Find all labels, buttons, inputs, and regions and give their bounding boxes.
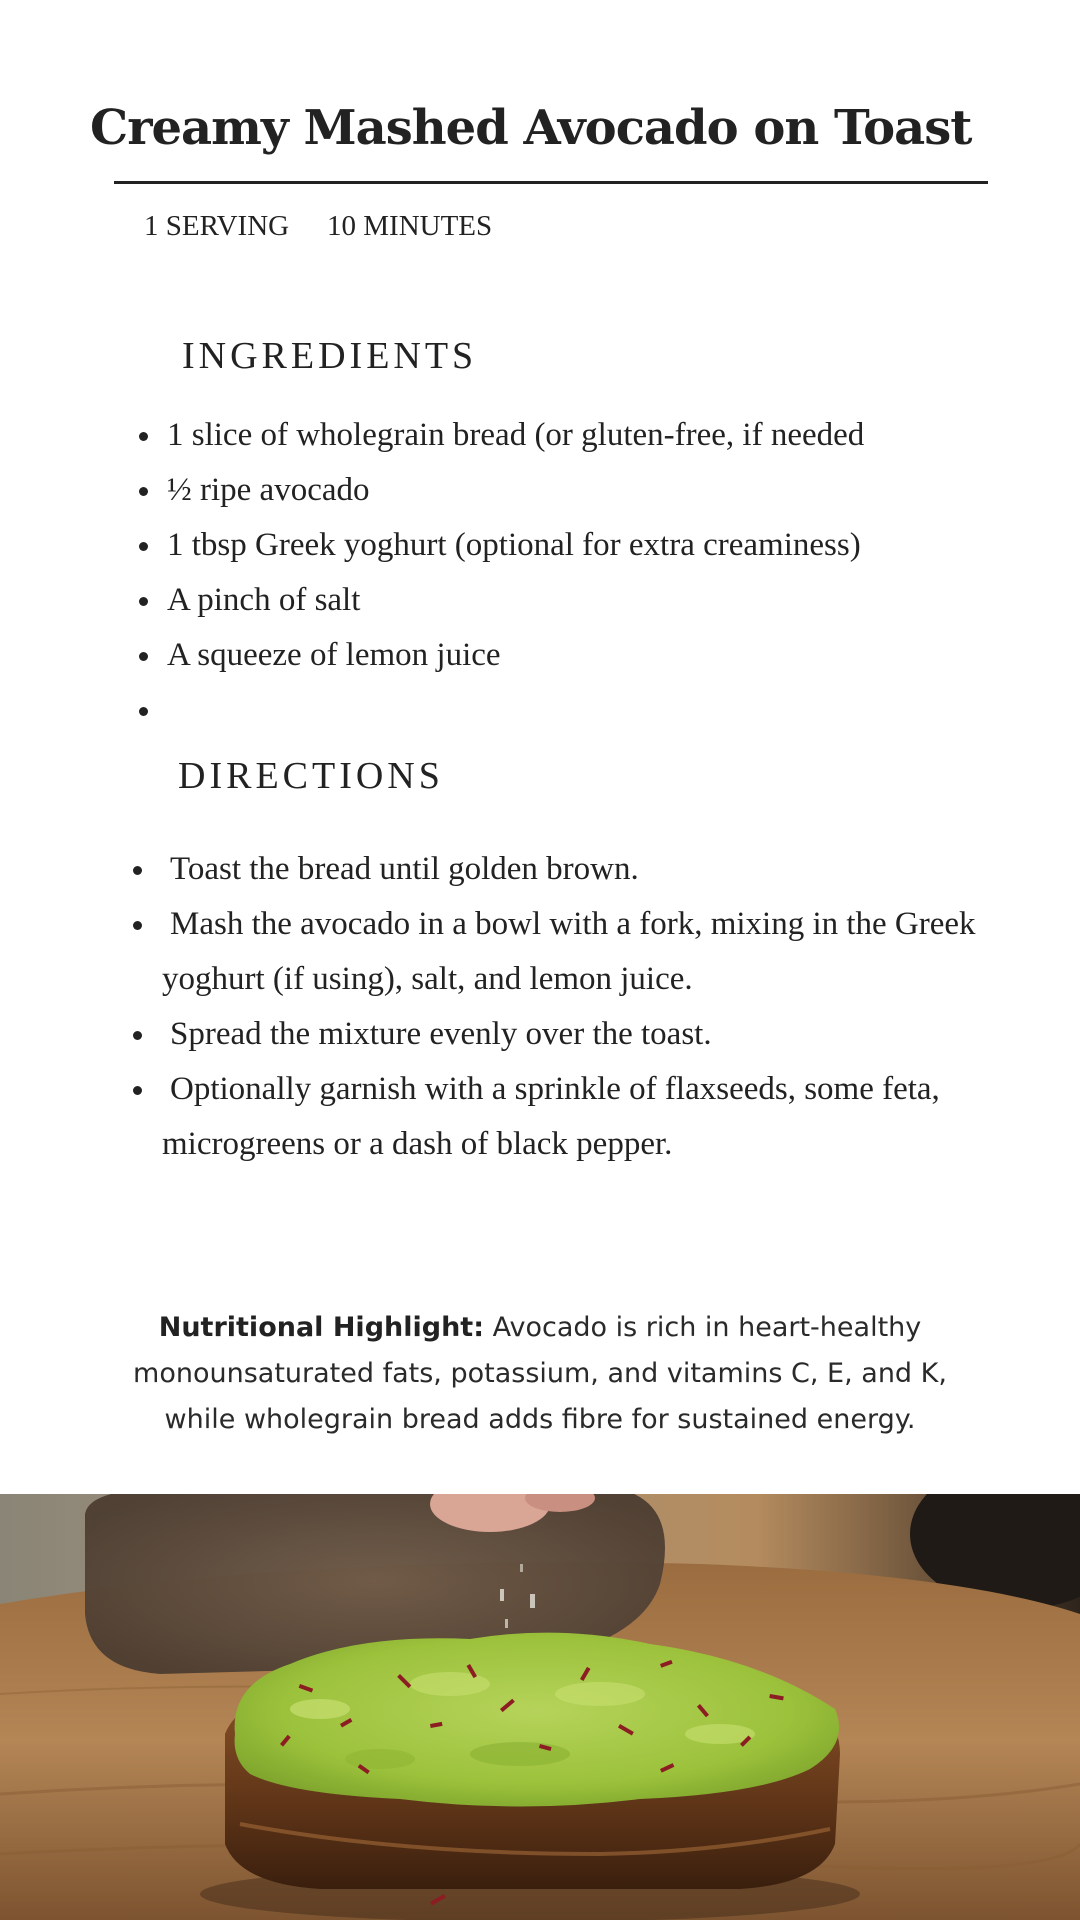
title-divider bbox=[114, 181, 988, 184]
servings-label: 1 SERVING bbox=[144, 210, 290, 242]
direction-step bbox=[130, 842, 990, 897]
direction-step bbox=[130, 1062, 990, 1172]
direction-step bbox=[130, 897, 990, 1007]
recipe-title: Creamy Mashed Avocado on Toast bbox=[90, 100, 972, 156]
direction-step bbox=[130, 1007, 990, 1062]
direction-step-text: Mash the avocado in a bowl with a fork, mixing in the Greek yoghurt (if using), salt, and lemon juice. bbox=[162, 906, 976, 997]
ingredient-item: 1 tbsp Greek yoghurt (optional for extra creaminess) bbox=[136, 518, 986, 573]
nutritional-highlight-label: Nutritional Highlight: bbox=[158, 1312, 484, 1343]
ingredient-item: A squeeze of lemon juice bbox=[136, 628, 986, 683]
ingredient-item: A pinch of salt bbox=[136, 573, 986, 628]
prep-time-label: 10 MINUTES bbox=[327, 210, 493, 242]
ingredient-item: 1 slice of wholegrain bread (or gluten-free, if needed bbox=[136, 408, 986, 463]
directions-list bbox=[130, 842, 990, 1172]
ingredient-item: ½ ripe avocado bbox=[136, 463, 986, 518]
nutritional-highlight-text: Avocado is rich in heart-healthy monounsaturated fats, potassium, and vitamins C, E, and K, while wholegrain bread adds fibre for sustained energy. bbox=[133, 1312, 947, 1435]
direction-step-text: Optionally garnish with a sprinkle of flaxseeds, some feta, microgreens or a dash of black pepper. bbox=[162, 1071, 940, 1162]
direction-step-text: Spread the mixture evenly over the toast. bbox=[170, 1016, 712, 1052]
nutritional-highlight bbox=[100, 1305, 980, 1443]
directions-heading: DIRECTIONS bbox=[178, 755, 444, 797]
direction-step-text: Toast the bread until golden brown. bbox=[170, 851, 639, 887]
ingredient-item-empty bbox=[136, 683, 986, 738]
avocado-toast-photo bbox=[0, 1494, 1080, 1920]
ingredients-list bbox=[136, 408, 986, 738]
ingredients-heading: INGREDIENTS bbox=[182, 335, 478, 377]
